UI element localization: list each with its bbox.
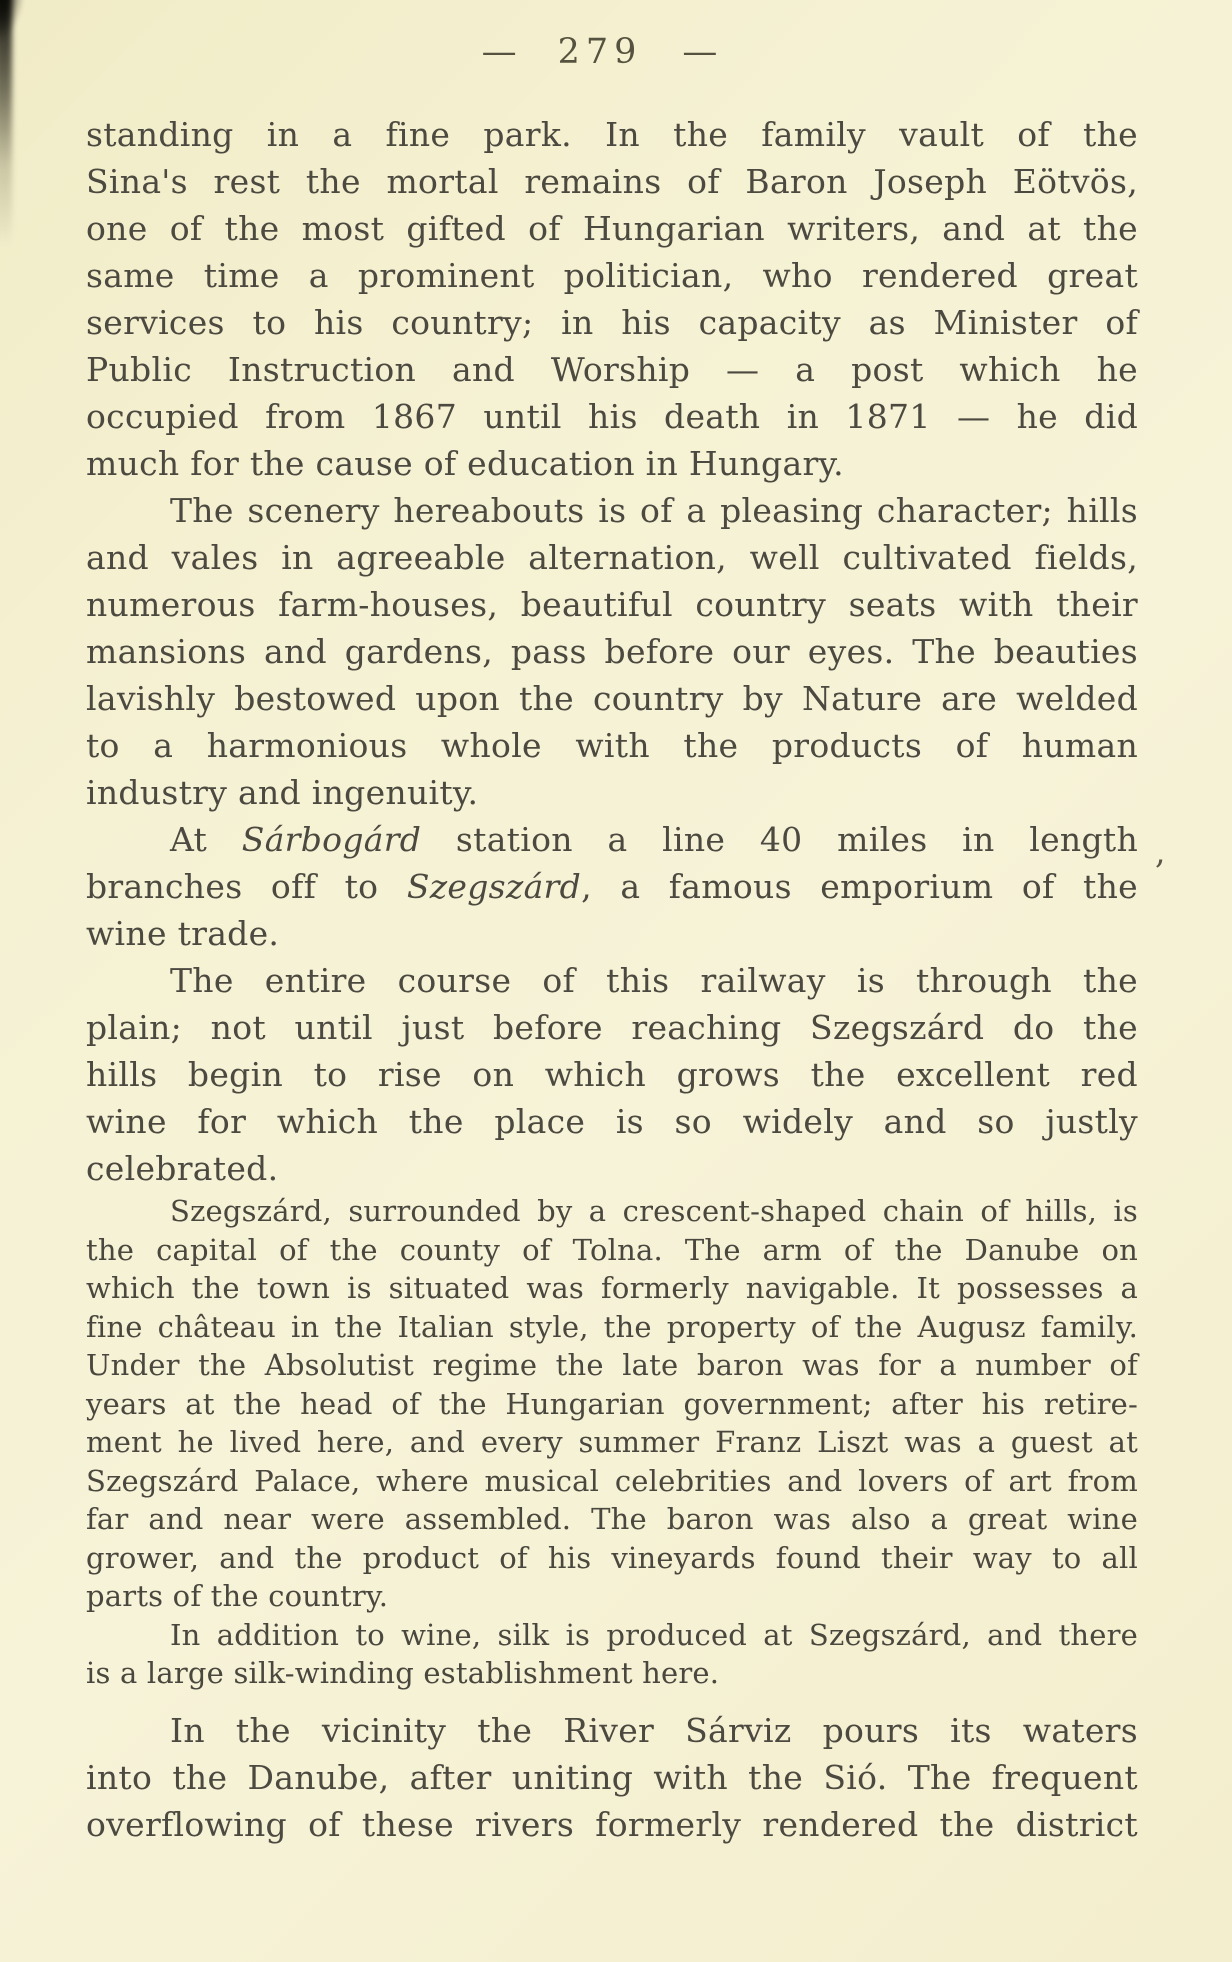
text-segment: occupied from 1867 until his death in 1871 — he did xyxy=(86,397,1138,436)
text-line xyxy=(86,1192,1138,1231)
text-segment: The entire course of this railway is through the xyxy=(170,961,1138,1000)
text-segment: In addition to wine, silk is produced at Szegszárd, and there xyxy=(170,1617,1138,1652)
text-segment: much for the cause of education in Hungary. xyxy=(86,444,844,483)
text-line xyxy=(86,299,1138,346)
text-segment: hills begin to rise on which grows the excellent red xyxy=(86,1055,1138,1094)
text-line xyxy=(86,1462,1138,1501)
text-line xyxy=(86,1231,1138,1270)
text-segment: lavishly bestowed upon the country by Nature are welded xyxy=(86,679,1138,718)
text-segment: one of the most gifted of Hungarian writers, and at the xyxy=(86,209,1138,248)
paragraph xyxy=(86,111,1138,487)
text-segment: far and near were assembled. The baron was also a great wine xyxy=(86,1502,1138,1536)
text-line xyxy=(86,1423,1138,1462)
text-line xyxy=(86,487,1138,534)
text-line xyxy=(86,252,1138,299)
text-segment: Under the Absolutist regime the late baron was for a number of xyxy=(86,1348,1138,1382)
text-line xyxy=(86,1539,1138,1578)
text-segment: which the town is situated was formerly navigable. It possesses a xyxy=(86,1271,1138,1305)
paragraph xyxy=(86,1616,1138,1693)
header-dash-left: — xyxy=(481,32,518,72)
text-line xyxy=(86,205,1138,252)
italic-place-name: Sárbogárd xyxy=(241,820,422,859)
text-segment: celebrated. xyxy=(86,1149,279,1188)
text-line xyxy=(86,440,1138,487)
text-segment: The scenery hereabouts is of a pleasing character; hills xyxy=(170,491,1138,530)
text-segment: services to his country; in his capacity as Minister of xyxy=(86,303,1138,342)
text-line xyxy=(86,1707,1138,1754)
stray-ink-mark: , xyxy=(1155,832,1166,871)
text-line xyxy=(86,581,1138,628)
text-line xyxy=(86,1654,1138,1693)
header-dash-right: — xyxy=(682,32,719,72)
text-segment: is a large silk-winding establishment here. xyxy=(86,1656,720,1690)
text-line xyxy=(86,1346,1138,1385)
text-line xyxy=(86,346,1138,393)
page-header xyxy=(0,30,1216,74)
text-segment: the capital of the county of Tolna. The arm of the Danube on xyxy=(86,1232,1138,1267)
text-line xyxy=(86,111,1138,158)
text-segment: station a line 40 miles in length xyxy=(421,820,1138,859)
text-line xyxy=(86,1051,1138,1098)
text-segment: industry and ingenuity. xyxy=(86,773,479,812)
paragraph xyxy=(86,957,1138,1192)
page-number: 279 xyxy=(557,32,643,72)
text-line xyxy=(86,1801,1138,1848)
text-line xyxy=(86,863,1138,910)
text-line xyxy=(86,1269,1138,1308)
paragraph xyxy=(86,1192,1138,1616)
text-segment: plain; not until just before reaching Szegszárd do the xyxy=(86,1008,1138,1047)
text-segment: At xyxy=(170,820,242,859)
text-line xyxy=(86,1308,1138,1347)
text-segment: numerous farm-houses, beautiful country seats with their xyxy=(86,585,1138,624)
text-line xyxy=(86,910,1138,957)
text-line xyxy=(86,1098,1138,1145)
text-segment: mansions and gardens, pass before our eyes. The beauties xyxy=(86,632,1138,671)
text-segment: same time a prominent politician, who rendered great xyxy=(86,256,1138,295)
text-segment: , a famous emporium of the xyxy=(581,867,1138,906)
text-segment: Szegszárd Palace, where musical celebrities and lovers of art from xyxy=(86,1463,1138,1498)
text-line xyxy=(86,1004,1138,1051)
text-segment: standing in a fine park. In the family vault of the xyxy=(86,115,1138,154)
text-line xyxy=(86,1754,1138,1801)
text-segment: into the Danube, after uniting with the Sió. The frequent xyxy=(86,1757,1138,1797)
text-segment: to a harmonious whole with the products of human xyxy=(86,726,1138,765)
text-line xyxy=(86,1145,1138,1192)
text-segment: wine for which the place is so widely and so justly xyxy=(86,1102,1138,1141)
text-segment: fine château in the Italian style, the property of the Augusz family. xyxy=(86,1309,1138,1344)
text-segment: parts of the country. xyxy=(86,1579,389,1613)
text-line xyxy=(86,816,1138,863)
page-text xyxy=(86,111,1138,1848)
text-segment: Sina's rest the mortal remains of Baron Joseph Eötvös, xyxy=(86,162,1138,201)
text-segment: branches off to xyxy=(86,867,407,906)
text-segment: Szegszárd, surrounded by a crescent-shaped chain of hills, is xyxy=(170,1194,1138,1228)
text-line xyxy=(86,1577,1138,1616)
text-segment: grower, and the product of his vineyards found their way to all xyxy=(86,1540,1138,1575)
text-segment: In the vicinity the River Sárviz pours its waters xyxy=(170,1710,1138,1750)
text-segment: wine trade. xyxy=(86,914,280,953)
text-segment: overflowing of these rivers formerly rendered the district xyxy=(86,1804,1138,1844)
text-segment: ment he lived here, and every summer Franz Liszt was a guest at xyxy=(86,1425,1138,1459)
paragraph xyxy=(86,487,1138,816)
paragraph xyxy=(86,816,1138,957)
text-segment: Public Instruction and Worship — a post which he xyxy=(86,350,1138,389)
text-line xyxy=(86,769,1138,816)
text-segment: years at the head of the Hungarian government; after his retire- xyxy=(86,1386,1138,1421)
italic-place-name: Szegszárd xyxy=(406,867,582,906)
text-line xyxy=(86,158,1138,205)
text-line xyxy=(86,534,1138,581)
text-line xyxy=(86,1385,1138,1424)
text-segment: and vales in agreeable alternation, well cultivated fields, xyxy=(86,538,1138,577)
text-line xyxy=(86,957,1138,1004)
text-line xyxy=(86,1616,1138,1655)
text-line xyxy=(86,722,1138,769)
text-line xyxy=(86,1500,1138,1539)
text-line xyxy=(86,393,1138,440)
text-line xyxy=(86,675,1138,722)
text-line xyxy=(86,628,1138,675)
paragraph xyxy=(86,1707,1138,1848)
